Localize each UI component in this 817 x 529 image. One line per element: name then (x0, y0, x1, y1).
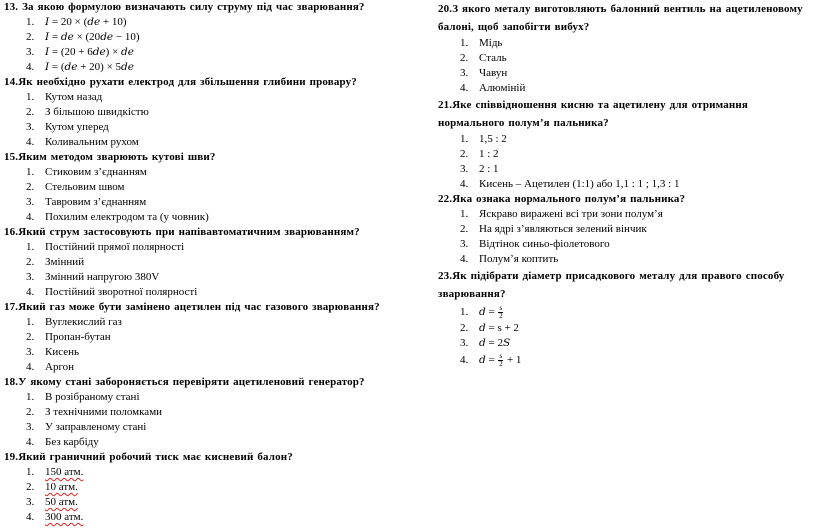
q23-option-2: 2. d = s + 2 (460, 322, 519, 334)
q23-option-4: 4. d = $\frac{s}{2}$ + 1 (460, 351, 522, 368)
question-14-options (4, 90, 424, 150)
question-19-title: 19.Який граничний робочий тиск має кисневий балон? (4, 451, 293, 463)
q22-option-1: 1. Яскраво виражені всі три зони полум’я (460, 208, 663, 220)
q14-option-3: 3. Кутом уперед (26, 121, 109, 133)
q17-option-2: 2. Пропан-бутан (26, 331, 111, 343)
q16-option-4: 4. Постійний зворотної полярності (26, 286, 198, 298)
q20-option-3: 3. Чавун (460, 67, 508, 79)
q14-option-4: 4. Коливальним рухом (26, 136, 139, 148)
q15-option-4: 4. Похилим електродом та (у човник) (26, 211, 209, 223)
question-22-title: 22.Яка ознака нормального полум’я пальника? (438, 193, 686, 205)
q19-option-4: 4. 300 атм. (26, 511, 84, 523)
q13-option-3: 3. I = (20 + 6de) × de (26, 46, 134, 58)
question-20-title: 20.З якого металу виготовляють балонний вентиль на ацетиленовому балоні, щоб запобігти вибух? (438, 3, 803, 33)
right-column (438, 0, 814, 369)
question-15-title: 15.Яким методом зварюють кутові шви? (4, 151, 216, 163)
q20-option-2: 2. Сталь (460, 52, 507, 64)
question-16-title: 16.Який струм застосовують при напівавтоматичним зварюванням? (4, 226, 360, 238)
q15-option-2: 2. Стельовим швом (26, 181, 125, 193)
question-18-title: 18.У якому стані забороняється перевіряти ацетиленовий генератор? (4, 376, 365, 388)
q22-option-2: 2. На ядрі з’являються зелений вінчик (460, 223, 647, 235)
q14-option-2: 2. З більшою швидкістю (26, 106, 149, 118)
q18-option-3: 3. У заправленому стані (26, 421, 147, 433)
q13-option-1: 1. I = 20 × (de + 10) (26, 16, 127, 28)
q18-option-1: 1. В розібраному стані (26, 391, 140, 403)
q17-option-3: 3. Кисень (26, 346, 80, 358)
q20-option-4: 4. Алюміній (460, 82, 526, 94)
q23-option-1: 1. d = $\frac{s}{2}$ (460, 303, 503, 320)
question-17-options (4, 315, 424, 375)
q19-option-3: 3. 50 атм. (26, 496, 78, 508)
question-16-options (4, 240, 424, 300)
q21-option-4: 4. Кисень – Ацетилен (1:1) або 1,1 : 1 ; 1,3 : 1 (460, 178, 680, 190)
fraction-s-over-2: $\frac{s}{2}$ (499, 303, 503, 320)
question-15-options (4, 165, 424, 225)
question-23-title: 23.Як підібрати діаметр присадкового металу для правого способу зварювання? (438, 270, 785, 300)
question-23-options (438, 303, 814, 369)
q19-option-1: 1. 150 атм. (26, 466, 84, 478)
question-18-options (4, 390, 424, 450)
q21-option-1: 1. 1,5 : 2 (460, 133, 507, 145)
question-14-title: 14.Як необхідно рухати електрод для збільшення глибини провару? (4, 76, 357, 88)
q15-option-3: 3. Тавровим з’єднанням (26, 196, 147, 208)
q21-option-2: 2. 1 : 2 (460, 148, 499, 160)
question-21-options (438, 132, 814, 192)
q16-option-3: 3. Змінний напругою 380V (26, 271, 160, 283)
left-column (4, 0, 424, 525)
q14-option-1: 1. Кутом назад (26, 91, 103, 103)
q13-option-4: 4. I = (de + 20) × 5de (26, 61, 134, 73)
question-21-title: 21.Яке співвідношення кисню та ацетилену для отримання нормального полум’я пальника? (438, 99, 748, 129)
question-22-options (438, 207, 814, 267)
q18-option-4: 4. Без карбіду (26, 436, 99, 448)
q22-option-4: 4. Полум’я коптить (460, 253, 559, 265)
q13-option-2: 2. I = de × (20de − 10) (26, 31, 140, 43)
q16-option-2: 2. Змінний (26, 256, 85, 268)
q22-option-3: 3. Відтінок синьо-фіолетового (460, 238, 610, 250)
q18-option-2: 2. З технічними поломками (26, 406, 163, 418)
question-19-options (4, 465, 424, 525)
q21-option-3: 3. 2 : 1 (460, 163, 499, 175)
q16-option-1: 1. Постійний прямої полярності (26, 241, 185, 253)
question-13-title: 13. За якою формулою визначають силу струму під час зварювання? (4, 1, 365, 13)
q23-option-3: 3. d = 2S (460, 337, 511, 349)
question-13-options (4, 15, 424, 75)
question-17-title: 17.Який газ може бути замінено ацетилен під час газового зварювання? (4, 301, 380, 313)
q17-option-1: 1. Вуглекислий газ (26, 316, 122, 328)
q15-option-1: 1. Стиковим з’єднанням (26, 166, 147, 178)
fraction-s-over-2: $\frac{s}{2}$ (499, 351, 503, 368)
question-20-options (438, 36, 814, 96)
q17-option-4: 4. Аргон (26, 361, 75, 373)
q20-option-1: 1. Мідь (460, 37, 503, 49)
q19-option-2: 2. 10 атм. (26, 481, 78, 493)
